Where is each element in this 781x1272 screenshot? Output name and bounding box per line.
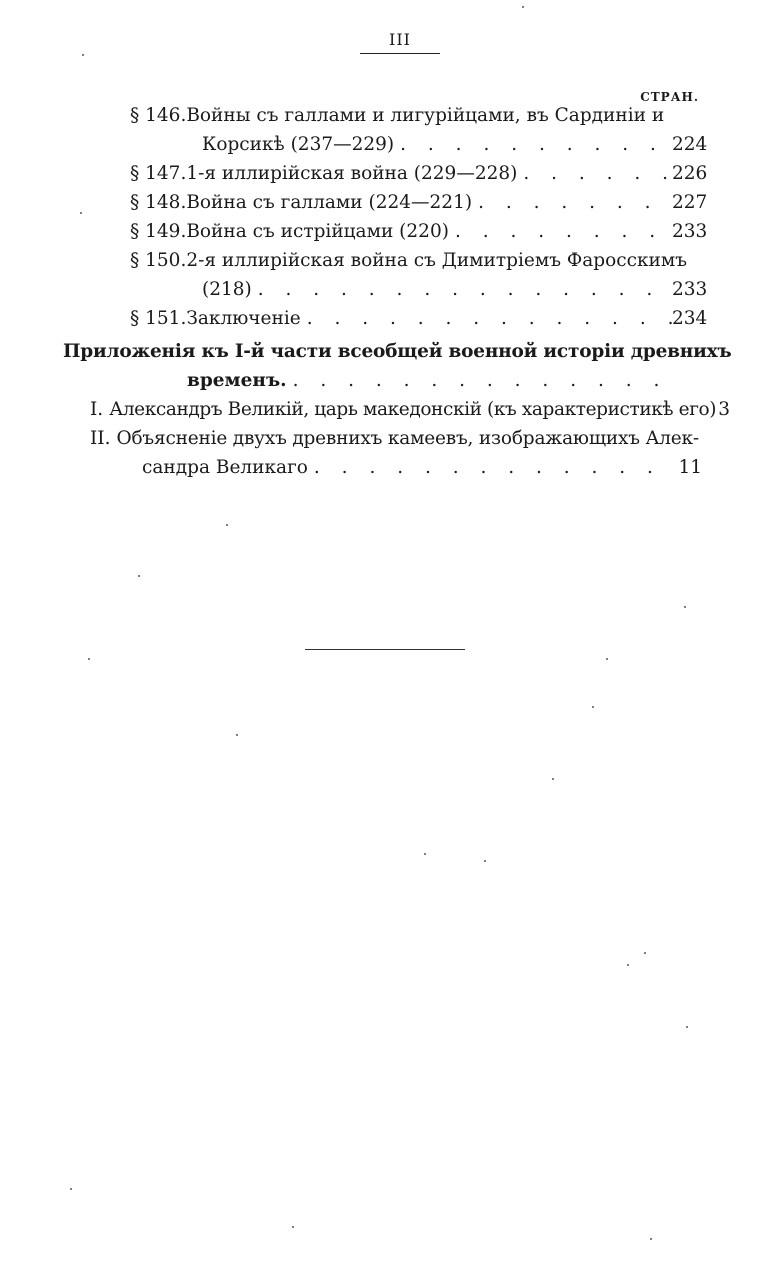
page-number-rule (360, 53, 440, 54)
scan-speck (80, 212, 82, 214)
entry-title: 2-я иллирійская война съ Димитріемъ Фаросскимъ (186, 250, 688, 271)
entry-title: Война съ истрійцами (220) (186, 221, 449, 242)
appendix-heading-line2: временъ. (187, 370, 287, 391)
scan-speck (686, 1026, 688, 1028)
entry-title: Война съ галлами (224—221) (186, 192, 473, 213)
leader-dots (252, 275, 672, 304)
scan-speck (684, 606, 686, 608)
appendix-title: сандра Великаго (142, 457, 308, 478)
toc-entry (130, 304, 708, 333)
appendix-number: II. (90, 428, 111, 449)
scan-speck (424, 853, 426, 855)
page-column-header: СТРАН. (640, 90, 699, 104)
scan-speck (226, 524, 228, 526)
scan-speck (522, 6, 524, 8)
appendix-item (90, 395, 731, 424)
appendix-page: 3 (718, 399, 731, 420)
entry-page: 224 (672, 134, 708, 155)
leader-dots (517, 159, 672, 188)
appendix-item (142, 453, 702, 482)
entry-page: 233 (672, 279, 708, 300)
scan-speck (70, 1188, 72, 1190)
entry-page: 234 (672, 308, 708, 329)
scan-speck (292, 1226, 294, 1228)
toc-entry (130, 101, 665, 130)
end-rule (305, 649, 465, 650)
entry-title: Заключеніе (186, 308, 301, 329)
appendix-title: Объясненіе двухъ древнихъ камеевъ, изображающихъ Алек- (116, 428, 699, 449)
scan-speck (606, 658, 608, 660)
toc-entry (130, 188, 708, 217)
entry-page: 226 (672, 163, 708, 184)
entry-page: 227 (672, 192, 708, 213)
leader-dots (301, 304, 672, 333)
entry-number: § 147. (130, 163, 187, 184)
scan-speck (592, 706, 594, 708)
scan-speck (552, 778, 554, 780)
scan-speck (650, 1238, 652, 1240)
scan-speck (82, 54, 84, 56)
scan-speck (627, 964, 629, 966)
leader-dots (449, 217, 672, 246)
toc-entry (130, 246, 688, 275)
scan-speck (644, 952, 646, 954)
appendix-item (90, 424, 699, 453)
leader-dots (287, 366, 660, 395)
leader-dots (472, 188, 672, 217)
entry-number: § 148. (130, 192, 187, 213)
entry-number: § 146. (130, 105, 187, 126)
toc-entry (130, 159, 708, 188)
appendix-heading-line1: Приложенія къ I-й части всеобщей военной исторіи древнихъ (63, 341, 732, 362)
entry-title: 1-я иллирійская война (229—228) (186, 163, 518, 184)
appendix-page: 11 (678, 457, 702, 478)
entry-title: Корсикѣ (237—229) (202, 134, 395, 155)
appendix-number: I. (90, 399, 104, 420)
entry-number: § 150. (130, 250, 187, 271)
appendix-heading (63, 337, 732, 366)
appendix-heading-cont (187, 366, 660, 395)
toc-entry (202, 275, 708, 304)
page-number: III (389, 30, 411, 49)
entry-title: Войны съ галлами и лигурійцами, въ Сардиніи и (186, 105, 665, 126)
appendix-title: Александръ Великій, царь македонскій (къ характеристикѣ его) (109, 399, 717, 420)
scan-speck (484, 860, 486, 862)
entry-number: § 149. (130, 221, 187, 242)
toc-entry (202, 130, 708, 159)
leader-dots (308, 453, 672, 482)
scan-speck (138, 575, 140, 577)
entry-page: 233 (672, 221, 708, 242)
entry-title: (218) (202, 279, 252, 300)
scan-speck (88, 658, 90, 660)
leader-dots (394, 130, 672, 159)
toc-entry (130, 217, 708, 246)
entry-number: § 151. (130, 308, 187, 329)
scan-speck (236, 734, 238, 736)
